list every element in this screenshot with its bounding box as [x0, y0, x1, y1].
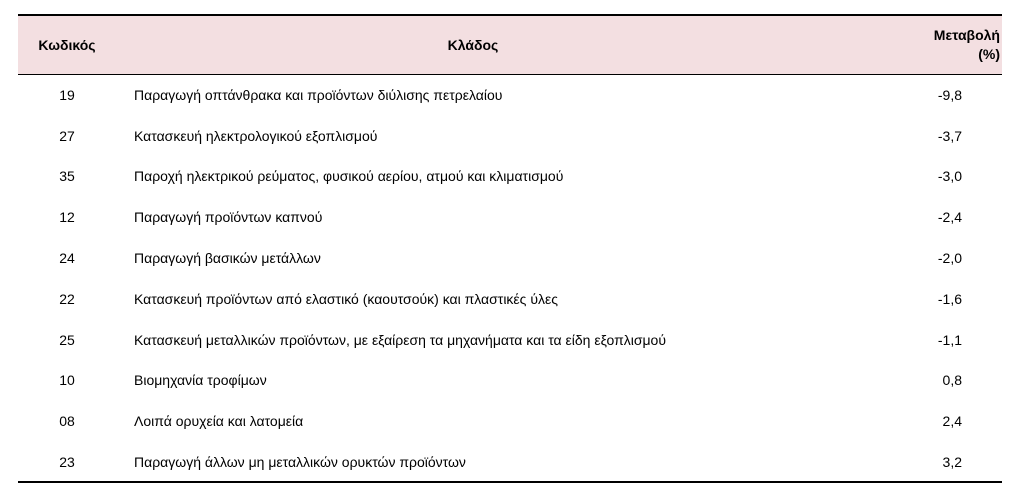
row-change: -1,6 [937, 290, 962, 307]
row-change: 0,8 [942, 372, 962, 389]
header-row [18, 15, 1002, 75]
row-code: 08 [59, 413, 75, 430]
table-row [18, 238, 1002, 279]
row-code: 19 [59, 87, 75, 104]
table-row [18, 75, 1002, 116]
row-code: 24 [59, 250, 75, 267]
row-sector: Παραγωγή προϊόντων καπνού [134, 209, 323, 226]
row-code: 23 [59, 453, 75, 470]
table-row [18, 319, 1002, 360]
row-change: -2,4 [937, 209, 962, 226]
table-header [18, 15, 1002, 75]
row-change: -1,1 [937, 331, 962, 348]
row-sector: Παραγωγή οπτάνθρακα και προϊόντων διύλισης πετρελαίου [134, 87, 503, 104]
row-change: -2,0 [937, 250, 962, 267]
row-code: 12 [59, 209, 75, 226]
table-row [18, 278, 1002, 319]
header-code: Κωδικός [38, 37, 96, 53]
row-sector: Παραγωγή άλλων μη μεταλλικών ορυκτών προϊόντων [134, 453, 466, 470]
row-sector: Κατασκευή ηλεκτρολογικού εξοπλισμού [134, 127, 378, 144]
row-sector: Κατασκευή προϊόντων από ελαστικό (καουτσούκ) και πλαστικές ύλες [134, 290, 558, 307]
table-row [18, 156, 1002, 197]
row-change: -3,7 [937, 127, 962, 144]
table-row [18, 115, 1002, 156]
row-sector: Λοιπά ορυχεία και λατομεία [134, 413, 304, 430]
sector-change-table [18, 14, 1002, 483]
table-row [18, 360, 1002, 401]
row-code: 25 [59, 331, 75, 348]
row-code: 35 [59, 168, 75, 185]
header-sector: Κλάδος [447, 37, 499, 53]
sector-change-table-container [18, 14, 1002, 483]
row-code: 10 [59, 372, 75, 389]
header-change [830, 15, 1002, 75]
row-change: 3,2 [942, 453, 962, 470]
row-change: -9,8 [937, 87, 962, 104]
table-row [18, 401, 1002, 442]
header-change-label: Μεταβολή [933, 27, 1000, 43]
row-sector: Παραγωγή βασικών μετάλλων [134, 250, 321, 267]
table-row [18, 197, 1002, 238]
header-change-unit: (%) [978, 46, 1000, 62]
row-code: 22 [59, 290, 75, 307]
table-body [18, 75, 1002, 483]
row-sector: Βιομηχανία τροφίμων [134, 372, 267, 389]
table-row [18, 442, 1002, 483]
row-sector: Κατασκευή μεταλλικών προϊόντων, με εξαίρεση τα μηχανήματα και τα είδη εξοπλισμού [134, 331, 666, 348]
row-sector: Παροχή ηλεκτρικού ρεύματος, φυσικού αερίου, ατμού και κλιματισμού [134, 168, 564, 185]
row-change: 2,4 [942, 413, 962, 430]
row-code: 27 [59, 127, 75, 144]
row-change: -3,0 [937, 168, 962, 185]
